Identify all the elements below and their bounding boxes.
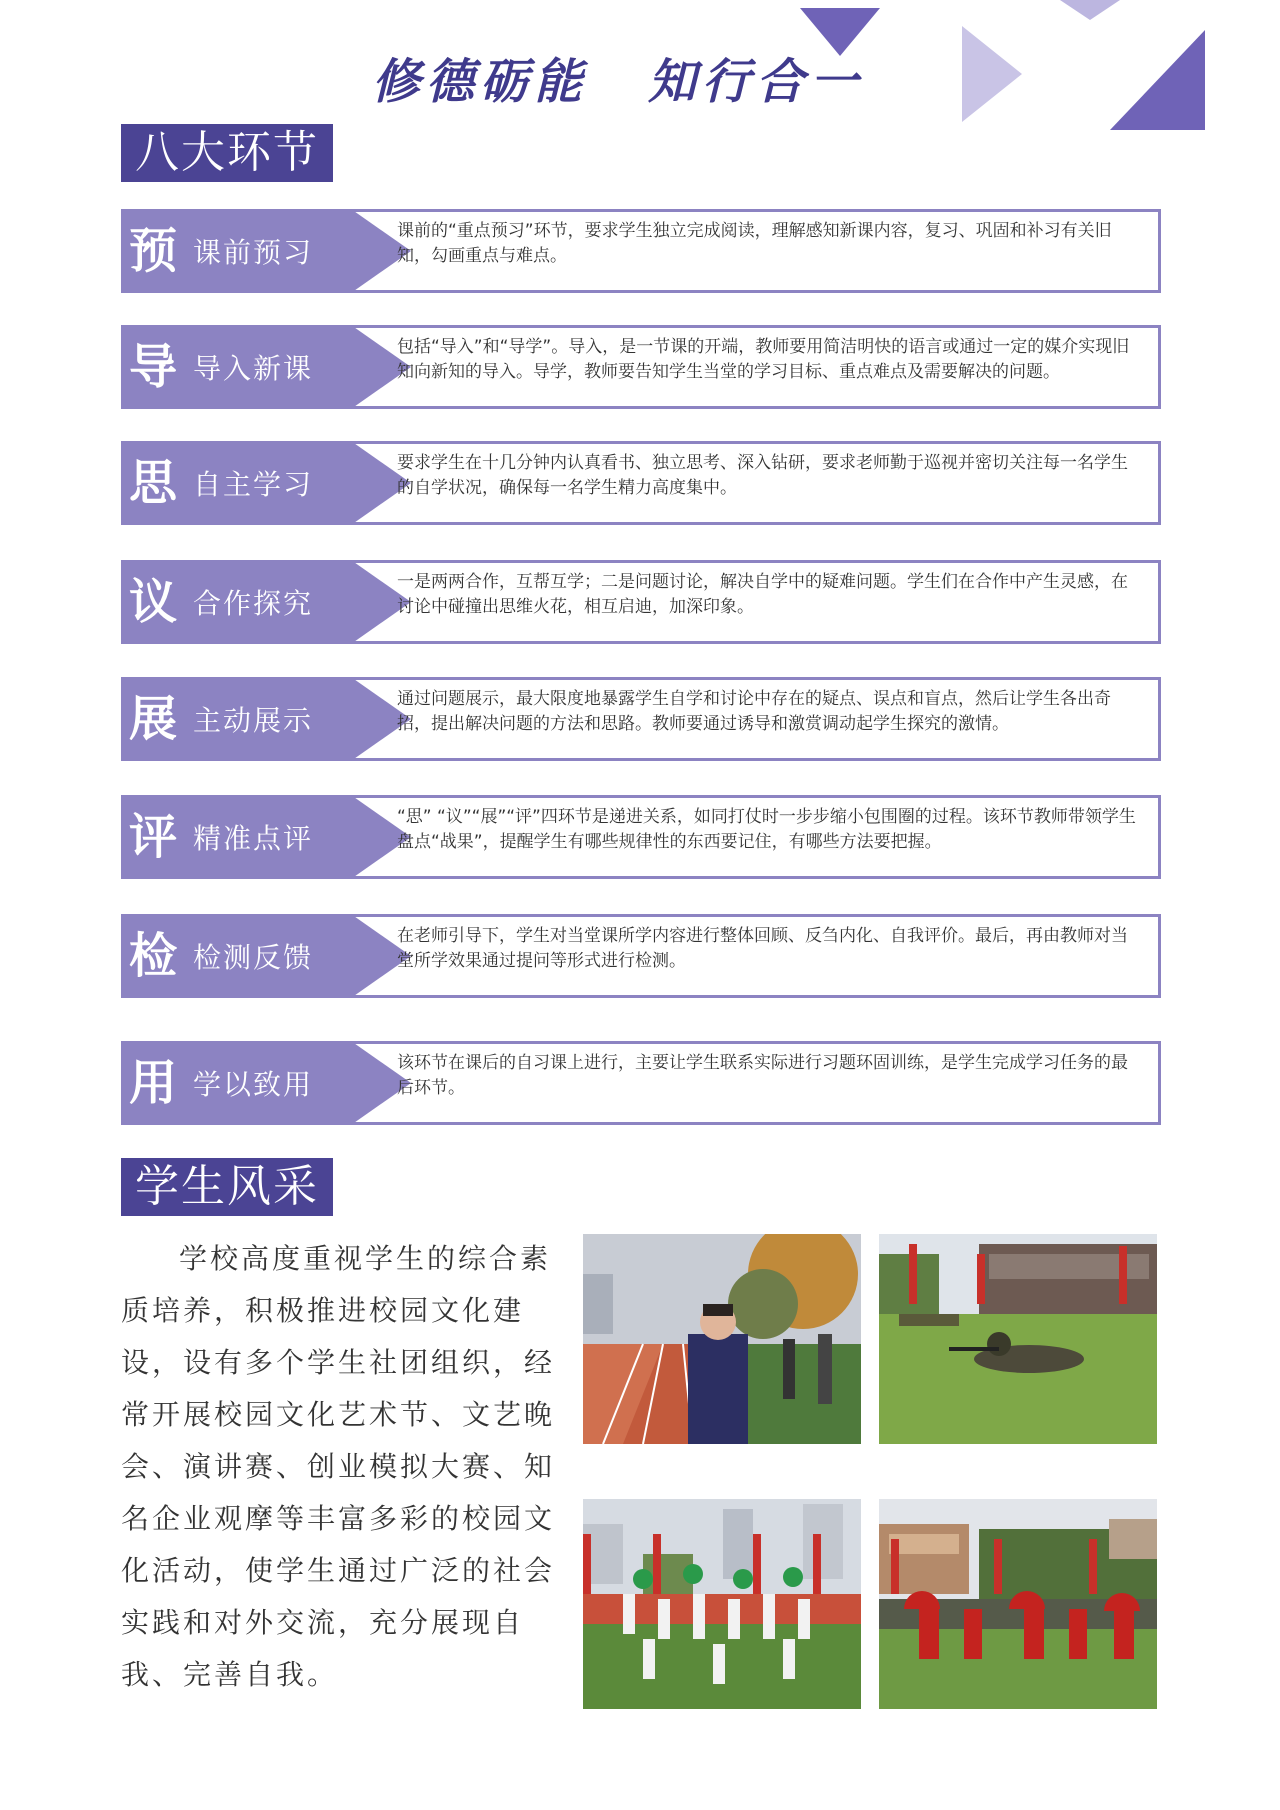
step-description: 通过问题展示，最大限度地暴露学生自学和讨论中存在的疑点、误点和盲点，然后让学生各出奇招，提出解决问题的方法和思路。教师要通过诱导和激赏调动起学生探究的激情。 bbox=[397, 689, 1111, 734]
step-name: 精准点评 bbox=[193, 822, 314, 855]
step-name: 合作探究 bbox=[193, 587, 314, 620]
step-description: 该环节在课后的自习课上进行，主要让学生联系实际进行习题环固训练，是学生完成学习任务的最后环节。 bbox=[397, 1053, 1128, 1098]
step-description: 课前的“重点预习”环节，要求学生独立完成阅读，理解感知新课内容，复习、巩固和补习有关旧知，勾画重点与难点。 bbox=[397, 221, 1112, 266]
section-heading-steps: 八大环节 bbox=[121, 124, 333, 182]
decor-triangle-3 bbox=[962, 26, 1022, 122]
step-row bbox=[121, 209, 1161, 293]
step-row bbox=[121, 1041, 1161, 1125]
step-name: 导入新课 bbox=[193, 352, 314, 385]
step-row bbox=[121, 677, 1161, 761]
photo-cheerleading bbox=[583, 1499, 861, 1709]
step-char: 用 bbox=[129, 1055, 178, 1111]
step-name: 主动展示 bbox=[193, 704, 314, 737]
decor-triangle-2 bbox=[1060, 0, 1120, 20]
step-char: 预 bbox=[129, 223, 178, 279]
photo-military-training bbox=[879, 1234, 1157, 1444]
step-row bbox=[121, 441, 1161, 525]
step-name: 检测反馈 bbox=[193, 941, 314, 974]
page-title-left: 修德砺能 bbox=[372, 53, 589, 110]
students-intro-text: 学校高度重视学生的综合素质培养，积极推进校园文化建设，设有多个学生社团组织，经常开展校园文化艺术节、文艺晚会、演讲赛、创业模拟大赛、知名企业观摩等丰富多彩的校园文化活动，使学生通过广泛的社会实践和对外交流，充分展现自我、完善自我。 bbox=[121, 1242, 556, 1691]
step-description: 要求学生在十几分钟内认真看书、独立思考、深入钻研，要求老师勤于巡视并密切关注每一名学生的自学状况，确保每一名学生精力高度集中。 bbox=[397, 453, 1128, 498]
step-char: 议 bbox=[129, 574, 178, 630]
step-description: 一是两两合作，互帮互学；二是问题讨论，解决自学中的疑难问题。学生们在合作中产生灵感，在讨论中碰撞出思维火花，相互启迪，加深印象。 bbox=[397, 572, 1128, 617]
step-description: 包括“导入”和“导学”。导入，是一节课的开端，教师要用简洁明快的语言或通过一定的媒介实现旧知向新知的导入。导学，教师要告知学生当堂的学习目标、重点难点及需要解决的问题。 bbox=[397, 337, 1130, 382]
step-row bbox=[121, 560, 1161, 644]
step-char: 评 bbox=[129, 809, 178, 865]
decor-triangle-4 bbox=[1110, 30, 1205, 130]
step-char: 思 bbox=[129, 455, 178, 511]
photo-running-race bbox=[583, 1234, 861, 1444]
step-row bbox=[121, 325, 1161, 409]
page-title-right: 知行合一 bbox=[648, 53, 865, 110]
step-name: 自主学习 bbox=[193, 468, 314, 501]
step-row bbox=[121, 914, 1161, 998]
step-row bbox=[121, 795, 1161, 879]
step-name: 学以致用 bbox=[193, 1068, 314, 1101]
photo-fan-dance bbox=[879, 1499, 1157, 1709]
step-char: 展 bbox=[129, 691, 178, 747]
step-char: 检 bbox=[129, 928, 178, 984]
step-char: 导 bbox=[129, 339, 178, 395]
page-title bbox=[372, 42, 932, 112]
section-heading-students: 学生风采 bbox=[121, 1158, 333, 1216]
step-name: 课前预习 bbox=[193, 236, 314, 269]
step-description: “思” “议”“展”“评”四环节是递进关系，如同打仗时一步步缩小包围圈的过程。该环节教师带领学生盘点“战果”，提醒学生有哪些规律性的东西要记住，有哪些方法要把握。 bbox=[397, 807, 1136, 852]
step-description: 在老师引导下，学生对当堂课所学内容进行整体回顾、反刍内化、自我评价。最后，再由教师对当堂所学效果通过提问等形式进行检测。 bbox=[397, 926, 1128, 971]
